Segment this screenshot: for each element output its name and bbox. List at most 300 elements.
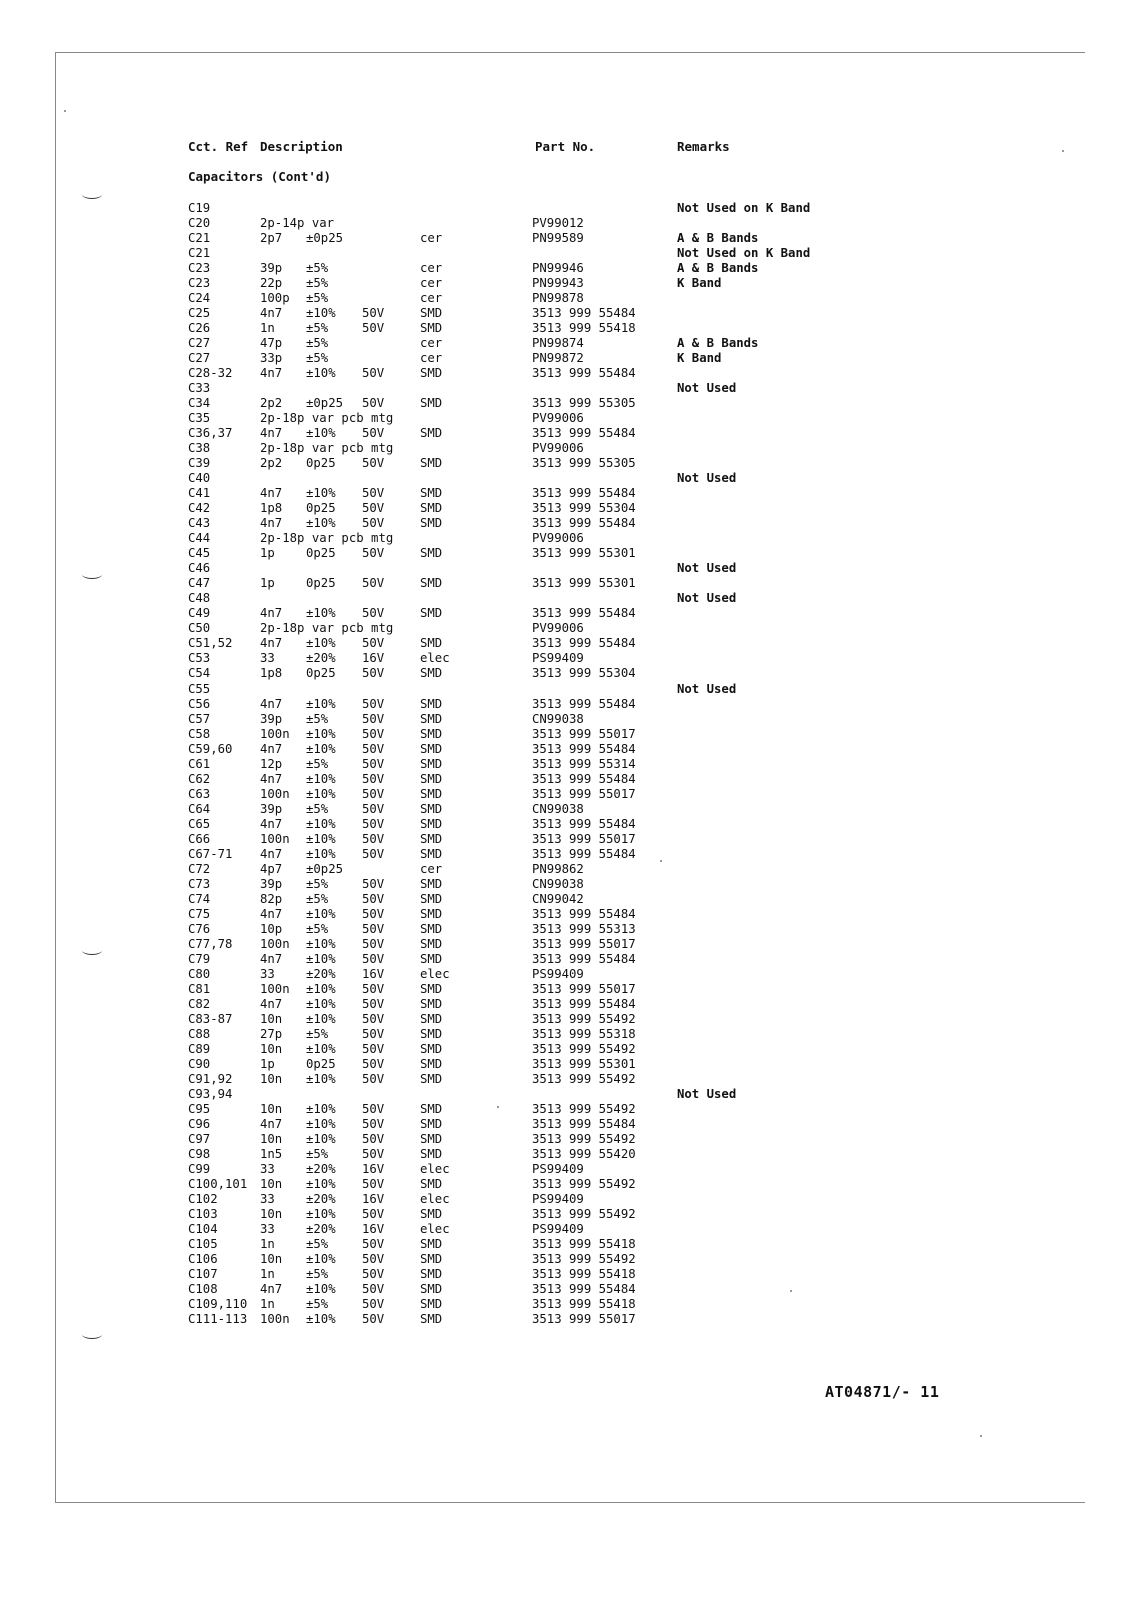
cell-type: SMD xyxy=(420,1041,443,1056)
cell-part-no: 3513 999 55484 xyxy=(532,306,636,321)
cell-part-no: 3513 999 55418 xyxy=(532,1297,636,1312)
cell-cct-ref: C83-87 xyxy=(188,1011,233,1026)
cell-value: 2p-18p var pcb mtg xyxy=(260,621,394,636)
cell-voltage: 50V xyxy=(362,801,385,816)
cell-cct-ref: C45 xyxy=(188,546,211,561)
cell-cct-ref: C48 xyxy=(188,591,211,606)
cell-value: 10p xyxy=(260,921,283,936)
table-row xyxy=(0,1057,1131,1072)
cell-type: SMD xyxy=(420,501,443,516)
cell-type: SMD xyxy=(420,951,443,966)
cell-tolerance: ±10% xyxy=(306,1207,336,1222)
cell-type: SMD xyxy=(420,636,443,651)
cell-part-no: 3513 999 55304 xyxy=(532,501,636,516)
cell-type: SMD xyxy=(420,801,443,816)
cell-cct-ref: C27 xyxy=(188,351,211,366)
cell-tolerance: ±20% xyxy=(306,651,336,666)
cell-part-no: CN99038 xyxy=(532,876,584,891)
cell-tolerance: ±10% xyxy=(306,1071,336,1086)
cell-value: 4n7 xyxy=(260,1282,283,1297)
cell-tolerance: ±10% xyxy=(306,516,336,531)
cell-voltage: 50V xyxy=(362,426,385,441)
cell-type: SMD xyxy=(420,1282,443,1297)
cell-tolerance: ±10% xyxy=(306,1177,336,1192)
cell-voltage: 50V xyxy=(362,1011,385,1026)
cell-voltage: 50V xyxy=(362,396,385,411)
cell-part-no: 3513 999 55418 xyxy=(532,1267,636,1282)
cell-voltage: 16V xyxy=(362,1222,385,1237)
cell-type: SMD xyxy=(420,1146,443,1161)
cell-cct-ref: C89 xyxy=(188,1041,211,1056)
cell-voltage: 50V xyxy=(362,1026,385,1041)
table-row xyxy=(0,682,1131,697)
cell-voltage: 16V xyxy=(362,651,385,666)
cell-value: 100p xyxy=(260,291,290,306)
table-row xyxy=(0,321,1131,336)
cell-type: SMD xyxy=(420,576,443,591)
cell-value: 33 xyxy=(260,1192,275,1207)
table-row xyxy=(0,1087,1131,1102)
cell-cct-ref: C93,94 xyxy=(188,1086,233,1101)
cell-cct-ref: C33 xyxy=(188,381,211,396)
cell-part-no: 3513 999 55314 xyxy=(532,756,636,771)
cell-voltage: 50V xyxy=(362,876,385,891)
cell-tolerance: ±20% xyxy=(306,1222,336,1237)
cell-cct-ref: C53 xyxy=(188,651,211,666)
cell-voltage: 50V xyxy=(362,906,385,921)
cell-type: SMD xyxy=(420,426,443,441)
table-row xyxy=(0,1207,1131,1222)
cell-type: SMD xyxy=(420,1237,443,1252)
table-row xyxy=(0,546,1131,561)
cell-type: SMD xyxy=(420,666,443,681)
cell-voltage: 50V xyxy=(362,1267,385,1282)
cell-type: SMD xyxy=(420,1297,443,1312)
table-row xyxy=(0,291,1131,306)
cell-voltage: 50V xyxy=(362,726,385,741)
cell-cct-ref: C88 xyxy=(188,1026,211,1041)
cell-tolerance: ±10% xyxy=(306,606,336,621)
cell-cct-ref: C21 xyxy=(188,246,211,261)
cell-type: SMD xyxy=(420,366,443,381)
cell-cct-ref: C95 xyxy=(188,1101,211,1116)
cell-part-no: CN99042 xyxy=(532,891,584,906)
cell-tolerance: ±0p25 xyxy=(306,861,344,876)
cell-type: SMD xyxy=(420,711,443,726)
cell-part-no: 3513 999 55484 xyxy=(532,426,636,441)
cell-part-no: PN99878 xyxy=(532,291,584,306)
cell-value: 4n7 xyxy=(260,606,283,621)
cell-value: 100n xyxy=(260,786,290,801)
cell-type: cer xyxy=(420,231,443,246)
cell-part-no: PN99943 xyxy=(532,276,584,291)
cell-tolerance: 0p25 xyxy=(306,546,336,561)
cell-part-no: 3513 999 55017 xyxy=(532,981,636,996)
cell-value: 33 xyxy=(260,651,275,666)
cell-value: 10n xyxy=(260,1101,283,1116)
cell-tolerance: ±5% xyxy=(306,291,329,306)
parts-list xyxy=(0,201,1131,1327)
table-row xyxy=(0,501,1131,516)
cell-cct-ref: C34 xyxy=(188,396,211,411)
table-row xyxy=(0,216,1131,231)
cell-part-no: 3513 999 55484 xyxy=(532,996,636,1011)
cell-value: 2p-18p var pcb mtg xyxy=(260,411,394,426)
cell-tolerance: ±10% xyxy=(306,486,336,501)
cell-voltage: 50V xyxy=(362,366,385,381)
cell-cct-ref: C104 xyxy=(188,1222,218,1237)
cell-tolerance: ±10% xyxy=(306,1252,336,1267)
cell-part-no: 3513 999 55492 xyxy=(532,1011,636,1026)
cell-part-no: 3513 999 55305 xyxy=(532,396,636,411)
cell-cct-ref: C99 xyxy=(188,1162,211,1176)
cell-tolerance: ±5% xyxy=(306,876,329,891)
cell-cct-ref: C77,78 xyxy=(188,936,233,951)
cell-voltage: 50V xyxy=(362,1177,385,1192)
cell-part-no: 3513 999 55318 xyxy=(532,1026,636,1041)
cell-value: 4n7 xyxy=(260,771,283,786)
cell-value: 100n xyxy=(260,726,290,741)
cell-tolerance: ±10% xyxy=(306,306,336,321)
table-row xyxy=(0,922,1131,937)
cell-part-no: PN99862 xyxy=(532,861,584,876)
cell-tolerance: ±5% xyxy=(306,1026,329,1041)
cell-part-no: 3513 999 55492 xyxy=(532,1207,636,1222)
cell-value: 1p xyxy=(260,546,275,561)
cell-value: 10n xyxy=(260,1207,283,1222)
punch-mark xyxy=(82,190,102,199)
cell-type: cer xyxy=(420,261,443,276)
cell-tolerance: ±5% xyxy=(306,756,329,771)
cell-cct-ref: C109,110 xyxy=(188,1297,248,1312)
page-border-top xyxy=(55,52,1085,53)
cell-remarks: Not Used on K Band xyxy=(677,246,811,261)
cell-cct-ref: C74 xyxy=(188,891,211,906)
cell-cct-ref: C65 xyxy=(188,816,211,831)
cell-value: 4n7 xyxy=(260,366,283,381)
cell-type: elec xyxy=(420,1222,450,1237)
cell-value: 33 xyxy=(260,966,275,981)
cell-part-no: 3513 999 55484 xyxy=(532,771,636,786)
cell-tolerance: ±10% xyxy=(306,846,336,861)
cell-cct-ref: C90 xyxy=(188,1056,211,1071)
cell-value: 2p-18p var pcb mtg xyxy=(260,531,394,546)
table-row xyxy=(0,802,1131,817)
table-row xyxy=(0,1282,1131,1297)
cell-voltage: 50V xyxy=(362,546,385,561)
table-row xyxy=(0,1177,1131,1192)
cell-voltage: 50V xyxy=(362,936,385,951)
header-cct-ref: Cct. Ref xyxy=(188,139,249,154)
cell-tolerance: ±5% xyxy=(306,351,329,366)
cell-part-no: 3513 999 55484 xyxy=(532,486,636,501)
cell-tolerance: ±10% xyxy=(306,741,336,756)
cell-part-no: 3513 999 55484 xyxy=(532,606,636,621)
cell-tolerance: ±10% xyxy=(306,426,336,441)
cell-voltage: 50V xyxy=(362,1131,385,1146)
cell-tolerance: 0p25 xyxy=(306,456,336,471)
cell-type: SMD xyxy=(420,726,443,741)
cell-value: 4n7 xyxy=(260,846,283,861)
cell-value: 10n xyxy=(260,1177,283,1192)
table-row xyxy=(0,847,1131,862)
cell-cct-ref: C102 xyxy=(188,1192,218,1207)
cell-remarks: K Band xyxy=(677,276,722,291)
cell-type: SMD xyxy=(420,816,443,831)
cell-type: SMD xyxy=(420,1267,443,1282)
cell-remarks: Not Used xyxy=(677,681,737,696)
table-row xyxy=(0,1297,1131,1312)
cell-tolerance: 0p25 xyxy=(306,576,336,591)
cell-value: 2p-18p var pcb mtg xyxy=(260,441,394,456)
table-row xyxy=(0,366,1131,381)
cell-part-no: PN99874 xyxy=(532,336,584,351)
table-row xyxy=(0,967,1131,982)
cell-voltage: 50V xyxy=(362,711,385,726)
table-row xyxy=(0,697,1131,712)
cell-value: 33 xyxy=(260,1162,275,1176)
cell-tolerance: ±10% xyxy=(306,936,336,951)
cell-cct-ref: C28-32 xyxy=(188,366,233,381)
cell-value: 10n xyxy=(260,1252,283,1267)
table-row xyxy=(0,907,1131,922)
cell-part-no: 3513 999 55492 xyxy=(532,1101,636,1116)
cell-tolerance: ±10% xyxy=(306,1116,336,1131)
cell-value: 4n7 xyxy=(260,816,283,831)
cell-value: 12p xyxy=(260,756,283,771)
table-row xyxy=(0,712,1131,727)
cell-value: 1p xyxy=(260,1056,275,1071)
table-row xyxy=(0,817,1131,832)
cell-cct-ref: C23 xyxy=(188,276,211,291)
cell-value: 4n7 xyxy=(260,516,283,531)
cell-cct-ref: C96 xyxy=(188,1116,211,1131)
cell-type: SMD xyxy=(420,456,443,471)
cell-part-no: 3513 999 55017 xyxy=(532,936,636,951)
cell-voltage: 50V xyxy=(362,1282,385,1297)
table-row xyxy=(0,441,1131,456)
cell-cct-ref: C107 xyxy=(188,1267,218,1282)
cell-voltage: 50V xyxy=(362,756,385,771)
table-row xyxy=(0,606,1131,621)
cell-value: 39p xyxy=(260,711,283,726)
cell-tolerance: ±10% xyxy=(306,906,336,921)
cell-voltage: 50V xyxy=(362,1071,385,1086)
table-row xyxy=(0,396,1131,411)
table-row xyxy=(0,1267,1131,1282)
table-row xyxy=(0,531,1131,546)
table-row xyxy=(0,666,1131,681)
table-row xyxy=(0,426,1131,441)
table-row xyxy=(0,591,1131,606)
table-row xyxy=(0,261,1131,276)
cell-type: cer xyxy=(420,276,443,291)
cell-value: 4n7 xyxy=(260,1116,283,1131)
cell-cct-ref: C47 xyxy=(188,576,211,591)
cell-tolerance: ±5% xyxy=(306,801,329,816)
cell-tolerance: ±5% xyxy=(306,1146,329,1161)
cell-tolerance: ±10% xyxy=(306,981,336,996)
cell-type: cer xyxy=(420,861,443,876)
cell-remarks: A & B Bands xyxy=(677,231,759,246)
table-row xyxy=(0,952,1131,967)
cell-type: SMD xyxy=(420,1177,443,1192)
cell-value: 10n xyxy=(260,1041,283,1056)
cell-voltage: 50V xyxy=(362,1056,385,1071)
cell-value: 4n7 xyxy=(260,906,283,921)
cell-voltage: 50V xyxy=(362,996,385,1011)
cell-part-no: PV99006 xyxy=(532,411,584,426)
cell-type: SMD xyxy=(420,606,443,621)
cell-tolerance: ±10% xyxy=(306,1282,336,1297)
cell-part-no: PV99006 xyxy=(532,621,584,636)
cell-voltage: 50V xyxy=(362,516,385,531)
cell-cct-ref: C25 xyxy=(188,306,211,321)
cell-tolerance: ±10% xyxy=(306,636,336,651)
cell-tolerance: ±20% xyxy=(306,1162,336,1176)
cell-cct-ref: C20 xyxy=(188,216,211,231)
cell-voltage: 50V xyxy=(362,456,385,471)
cell-tolerance: ±5% xyxy=(306,921,329,936)
cell-type: elec xyxy=(420,1162,450,1176)
cell-tolerance: ±5% xyxy=(306,276,329,291)
cell-voltage: 50V xyxy=(362,1237,385,1252)
scan-speck xyxy=(980,1435,982,1437)
cell-voltage: 16V xyxy=(362,1192,385,1207)
cell-cct-ref: C81 xyxy=(188,981,211,996)
cell-cct-ref: C79 xyxy=(188,951,211,966)
cell-value: 10n xyxy=(260,1131,283,1146)
cell-cct-ref: C42 xyxy=(188,501,211,516)
cell-type: SMD xyxy=(420,516,443,531)
table-row xyxy=(0,231,1131,246)
table-row xyxy=(0,576,1131,591)
cell-value: 100n xyxy=(260,831,290,846)
cell-voltage: 50V xyxy=(362,486,385,501)
cell-cct-ref: C82 xyxy=(188,996,211,1011)
cell-value: 100n xyxy=(260,981,290,996)
cell-type: SMD xyxy=(420,1312,443,1327)
cell-type: SMD xyxy=(420,306,443,321)
cell-voltage: 50V xyxy=(362,1297,385,1312)
table-row xyxy=(0,787,1131,802)
cell-part-no: PV99006 xyxy=(532,531,584,546)
table-row xyxy=(0,1252,1131,1267)
cell-value: 2p7 xyxy=(260,231,283,246)
cell-cct-ref: C27 xyxy=(188,336,211,351)
table-row xyxy=(0,862,1131,877)
cell-type: SMD xyxy=(420,1101,443,1116)
cell-value: 1n xyxy=(260,1237,275,1252)
cell-voltage: 50V xyxy=(362,921,385,936)
table-row xyxy=(0,982,1131,997)
cell-cct-ref: C66 xyxy=(188,831,211,846)
cell-type: SMD xyxy=(420,771,443,786)
cell-voltage: 50V xyxy=(362,321,385,336)
cell-type: SMD xyxy=(420,396,443,411)
cell-cct-ref: C76 xyxy=(188,921,211,936)
cell-voltage: 50V xyxy=(362,1146,385,1161)
cell-tolerance: ±20% xyxy=(306,966,336,981)
cell-value: 1p xyxy=(260,576,275,591)
cell-tolerance: ±10% xyxy=(306,996,336,1011)
cell-type: SMD xyxy=(420,921,443,936)
cell-cct-ref: C91,92 xyxy=(188,1071,233,1086)
cell-tolerance: ±10% xyxy=(306,1041,336,1056)
cell-part-no: PN99872 xyxy=(532,351,584,366)
cell-part-no: 3513 999 55484 xyxy=(532,366,636,381)
cell-part-no: 3513 999 55492 xyxy=(532,1041,636,1056)
cell-cct-ref: C40 xyxy=(188,471,211,486)
cell-cct-ref: C19 xyxy=(188,201,211,215)
table-row xyxy=(0,561,1131,576)
cell-cct-ref: C21 xyxy=(188,231,211,246)
cell-value: 1p8 xyxy=(260,501,283,516)
cell-part-no: 3513 999 55313 xyxy=(532,921,636,936)
table-row xyxy=(0,1132,1131,1147)
cell-part-no: 3513 999 55492 xyxy=(532,1252,636,1267)
cell-value: 2p2 xyxy=(260,456,283,471)
cell-cct-ref: C105 xyxy=(188,1237,218,1252)
cell-cct-ref: C73 xyxy=(188,876,211,891)
cell-tolerance: ±5% xyxy=(306,711,329,726)
cell-part-no: PS99409 xyxy=(532,1192,584,1207)
cell-cct-ref: C108 xyxy=(188,1282,218,1297)
cell-tolerance: ±10% xyxy=(306,1011,336,1026)
cell-voltage: 50V xyxy=(362,981,385,996)
cell-tolerance: ±10% xyxy=(306,786,336,801)
cell-cct-ref: C35 xyxy=(188,411,211,426)
cell-cct-ref: C55 xyxy=(188,681,211,696)
cell-tolerance: ±10% xyxy=(306,951,336,966)
cell-part-no: 3513 999 55017 xyxy=(532,786,636,801)
cell-voltage: 50V xyxy=(362,891,385,906)
cell-part-no: PV99012 xyxy=(532,216,584,231)
cell-cct-ref: C62 xyxy=(188,771,211,786)
table-row xyxy=(0,937,1131,952)
cell-type: cer xyxy=(420,351,443,366)
table-row xyxy=(0,877,1131,892)
cell-value: 33 xyxy=(260,1222,275,1237)
cell-cct-ref: C64 xyxy=(188,801,211,816)
cell-cct-ref: C51,52 xyxy=(188,636,233,651)
cell-cct-ref: C97 xyxy=(188,1131,211,1146)
cell-remarks: A & B Bands xyxy=(677,336,759,351)
cell-voltage: 50V xyxy=(362,951,385,966)
cell-value: 4n7 xyxy=(260,696,283,711)
cell-part-no: PN99589 xyxy=(532,231,584,246)
cell-part-no: 3513 999 55305 xyxy=(532,456,636,471)
cell-value: 4n7 xyxy=(260,426,283,441)
cell-remarks: Not Used xyxy=(677,381,737,396)
table-row xyxy=(0,1312,1131,1327)
cell-value: 33p xyxy=(260,351,283,366)
cell-tolerance: ±10% xyxy=(306,1131,336,1146)
cell-cct-ref: C61 xyxy=(188,756,211,771)
cell-type: SMD xyxy=(420,1252,443,1267)
cell-part-no: 3513 999 55484 xyxy=(532,516,636,531)
cell-voltage: 50V xyxy=(362,501,385,516)
cell-part-no: 3513 999 55017 xyxy=(532,1312,636,1327)
cell-value: 10n xyxy=(260,1071,283,1086)
cell-part-no: 3513 999 55484 xyxy=(532,741,636,756)
cell-remarks: Not Used xyxy=(677,561,737,576)
cell-type: elec xyxy=(420,966,450,981)
cell-type: cer xyxy=(420,336,443,351)
cell-voltage: 50V xyxy=(362,1041,385,1056)
table-row xyxy=(0,381,1131,396)
cell-cct-ref: C54 xyxy=(188,666,211,681)
